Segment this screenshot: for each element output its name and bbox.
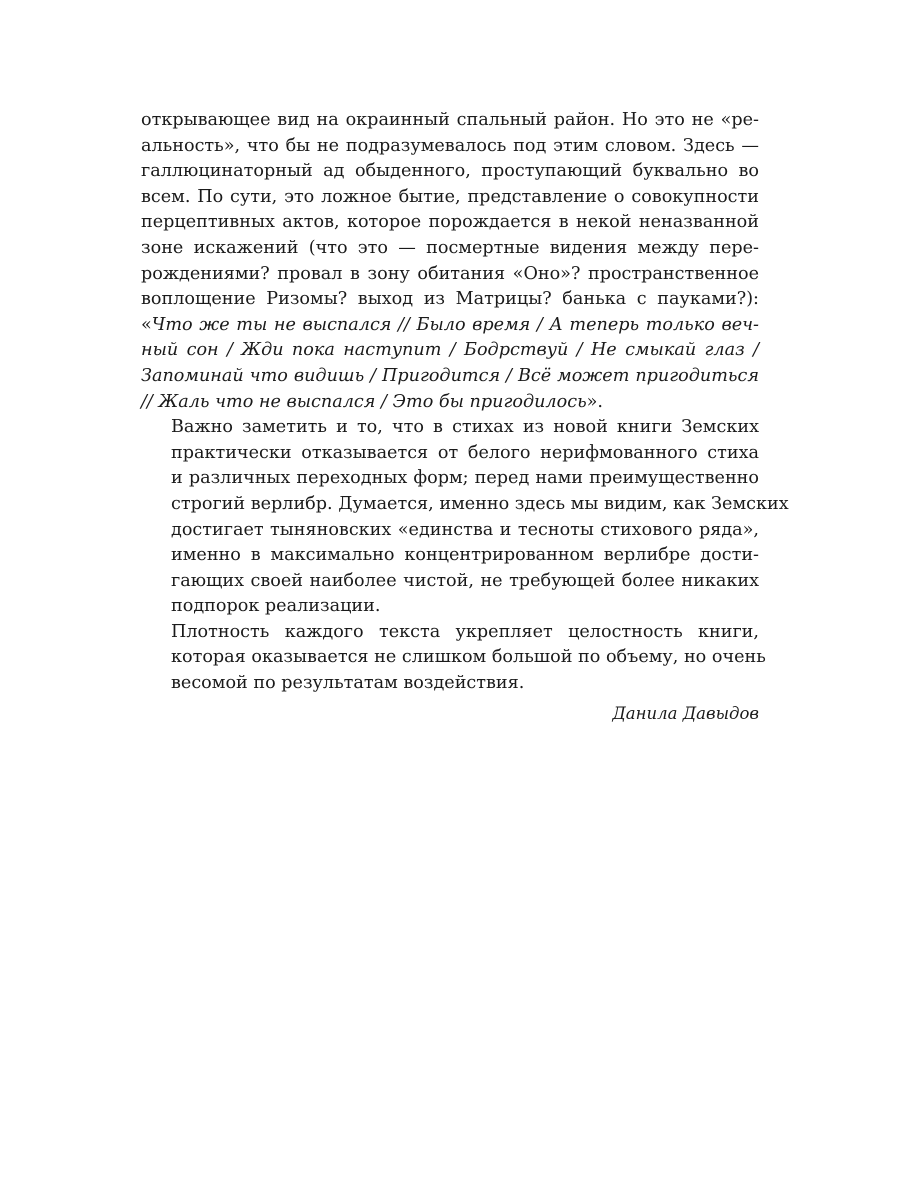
- text-line: воплощение Ризомы? выход из Матрицы? банька с пауками?):: [141, 289, 759, 310]
- quote-text: ный сон / Жди пока наступит / Бодрствуй / Не смыкай глаз /: [141, 340, 759, 361]
- paragraph-3: [141, 620, 766, 697]
- text-line: перцептивных актов, которое порождается в некой неназванной: [141, 212, 759, 233]
- text-line: и различных переходных форм; перед нами преимущественно: [171, 468, 759, 489]
- text-line: строгий верлибр. Думается, именно здесь мы видим, как Земских: [171, 493, 789, 514]
- text-line: галлюцинаторный ад обыденного, проступающий буквально во: [141, 161, 759, 182]
- text-line: рождениями? провал в зону обитания «Оно»? пространственное: [141, 263, 759, 284]
- quote-text: Запоминай что видишь / Пригодится / Всё может пригодиться: [141, 365, 759, 386]
- text-line: Плотность каждого текста укрепляет целостность книги,: [171, 621, 759, 642]
- quote-line: [141, 313, 759, 339]
- page-body: [141, 108, 789, 726]
- author-signature: Данила Давыдов: [612, 703, 759, 723]
- text-line: альность», что бы не подразумевалось под этим словом. Здесь —: [141, 135, 759, 156]
- text-line: всем. По сути, это ложное бытие, представление о совокупности: [141, 186, 759, 207]
- quote-line: [141, 390, 759, 416]
- text-line: которая оказывается не слишком большой по объему, но очень: [171, 647, 766, 668]
- text-line: весомой по результатам воздействия.: [171, 673, 525, 694]
- quote-line: [141, 364, 759, 390]
- text-line: именно в максимально концентрированном верлибре дости-: [171, 545, 759, 566]
- paragraph-2: [141, 415, 789, 620]
- quote-open: «: [141, 314, 152, 335]
- text-line: гающих своей наиболее чистой, не требующей более никаких: [171, 570, 759, 591]
- text-line: открывающее вид на окраинный спальный район. Но это не «ре-: [141, 110, 759, 130]
- text-line: зоне искажений (что это — посмертные видения между пере-: [141, 237, 759, 258]
- text-line: Важно заметить и то, что в стихах из новой книги Земских: [171, 417, 759, 438]
- paragraph-1: [141, 108, 759, 415]
- quote-line: [141, 338, 759, 364]
- text-line: практически отказывается от белого нерифмованного стиха: [171, 442, 759, 463]
- text-line: подпорок реализации.: [171, 596, 381, 617]
- quote-close: ».: [586, 391, 604, 412]
- quote-text: Что же ты не выспался // Было время / А теперь только веч-: [151, 314, 759, 335]
- text-line: достигает тыняновских «единства и тесноты стихового ряда»,: [171, 519, 759, 540]
- quote-text: // Жаль что не выспался / Это бы пригодилось: [141, 391, 587, 412]
